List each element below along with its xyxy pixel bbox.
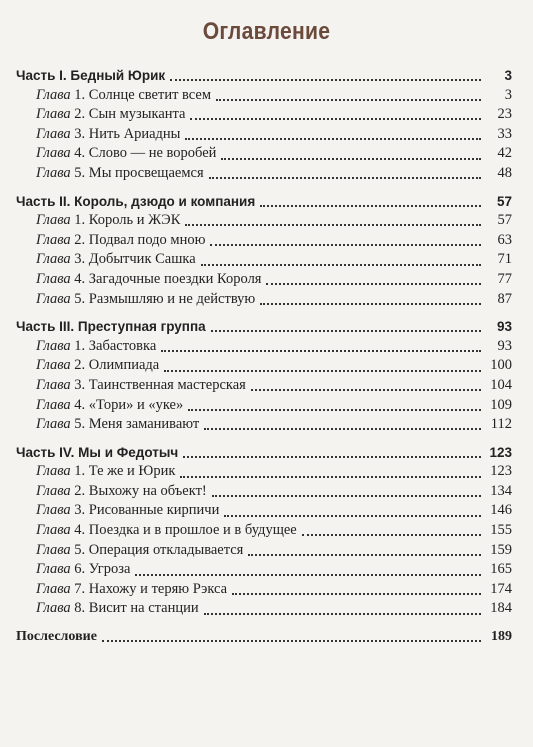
dot-leader — [224, 514, 481, 517]
page-number: 93 — [497, 337, 512, 354]
toc-chapter[interactable] — [16, 462, 512, 482]
chapter-number: 3. — [74, 502, 86, 519]
toc-chapter[interactable] — [16, 599, 512, 619]
toc-afterword[interactable] — [16, 627, 512, 647]
dot-leader — [204, 427, 481, 430]
page-number: 57 — [497, 212, 512, 229]
dot-leader — [232, 592, 481, 595]
chapter-number: 2. — [74, 357, 86, 374]
chapter-word: Глава — [36, 482, 71, 499]
dot-leader — [212, 494, 481, 497]
chapter-title: Угроза — [88, 561, 131, 578]
chapter-number: 7. — [74, 580, 86, 597]
chapter-title: Висит на станции — [88, 600, 199, 617]
dot-leader — [211, 329, 481, 332]
page-number: 87 — [497, 290, 512, 307]
dot-leader — [204, 612, 481, 615]
page-number: 174 — [490, 580, 512, 597]
chapter-number: 3. — [74, 125, 86, 142]
afterword-label: Послесловие — [16, 629, 97, 645]
page-number: 112 — [490, 416, 512, 433]
dot-leader — [209, 176, 481, 179]
page-number: 48 — [497, 164, 512, 181]
chapter-title: Забастовка — [88, 337, 157, 354]
chapter-number: 4. — [74, 270, 86, 287]
page-number: 146 — [490, 502, 512, 519]
dot-leader — [266, 282, 481, 285]
chapter-number: 6. — [74, 561, 86, 578]
chapter-number: 5. — [74, 541, 86, 558]
chapter-title: Подвал подо мною — [88, 231, 206, 248]
chapter-number: 3. — [74, 251, 86, 268]
dot-leader — [188, 408, 481, 411]
page-number: 123 — [490, 463, 512, 480]
page-number: 189 — [491, 629, 512, 645]
part-label: Часть II. Король, дзюдо и компания — [16, 193, 256, 209]
toc-part[interactable] — [16, 317, 512, 337]
chapter-number: 2. — [74, 231, 86, 248]
dot-leader — [216, 98, 481, 101]
toc-part[interactable] — [16, 66, 512, 86]
chapter-number: 4. — [74, 145, 86, 162]
page-number: 57 — [496, 193, 512, 209]
toc-chapter[interactable] — [16, 482, 512, 502]
chapter-number: 1. — [74, 212, 86, 229]
chapter-number: 1. — [74, 86, 86, 103]
chapter-title: Операция откладывается — [88, 541, 244, 558]
chapter-title: Слово — не воробей — [88, 145, 217, 162]
toc-chapter[interactable] — [16, 396, 512, 416]
chapter-word: Глава — [36, 522, 71, 539]
chapter-word: Глава — [36, 600, 71, 617]
page-number: 104 — [490, 376, 512, 393]
chapter-word: Глава — [36, 396, 71, 413]
toc-chapter[interactable] — [16, 105, 512, 125]
chapter-word: Глава — [36, 270, 71, 287]
chapter-word: Глава — [36, 561, 71, 578]
chapter-number: 1. — [74, 337, 86, 354]
page-number: 184 — [490, 600, 512, 617]
chapter-number: 5. — [74, 164, 86, 181]
page-number: 63 — [497, 231, 512, 248]
chapter-title: Мы просвещаемся — [88, 164, 204, 181]
page-number: 3 — [504, 68, 512, 83]
toc-chapter[interactable] — [16, 541, 512, 561]
page-number: 155 — [490, 522, 512, 539]
page-number: 100 — [490, 357, 512, 374]
chapter-title: Размышляю и не действую — [88, 290, 256, 307]
page-number: 3 — [504, 86, 512, 103]
chapter-word: Глава — [36, 145, 71, 162]
page-number: 71 — [497, 251, 512, 268]
toc-chapter[interactable] — [16, 125, 512, 145]
dot-leader — [302, 533, 481, 536]
chapter-number: 1. — [74, 463, 86, 480]
toc-part[interactable] — [16, 192, 512, 212]
page-number: 109 — [490, 396, 512, 413]
chapter-word: Глава — [36, 541, 71, 558]
chapter-word: Глава — [36, 416, 71, 433]
dot-leader — [180, 475, 481, 478]
chapter-word: Глава — [36, 125, 71, 142]
toc-chapter[interactable] — [16, 356, 512, 376]
dot-leader — [164, 369, 481, 372]
dot-leader — [161, 349, 481, 352]
toc-chapter[interactable] — [16, 415, 512, 435]
chapter-number: 2. — [74, 106, 86, 123]
toc-chapter[interactable] — [16, 580, 512, 600]
chapter-title: Король и ЖЭК — [88, 212, 181, 229]
dot-leader — [248, 553, 481, 556]
dot-leader — [210, 243, 481, 246]
chapter-title: Таинственная мастерская — [88, 376, 246, 393]
toc-chapter[interactable] — [16, 86, 512, 106]
dot-leader — [185, 223, 481, 226]
dot-leader — [170, 78, 481, 81]
chapter-number: 8. — [74, 600, 86, 617]
page-number: 123 — [489, 444, 512, 460]
toc-chapter[interactable] — [16, 211, 512, 231]
chapter-word: Глава — [36, 86, 71, 103]
toc-chapter[interactable] — [16, 144, 512, 164]
chapter-title: Загадочные поездки Короля — [88, 270, 262, 287]
toc-chapter[interactable] — [16, 270, 512, 290]
chapter-word: Глава — [36, 290, 71, 307]
chapter-number: 2. — [74, 482, 86, 499]
chapter-title: Нахожу и теряю Рэкса — [88, 580, 228, 597]
toc-part[interactable] — [16, 443, 512, 463]
chapter-word: Глава — [36, 212, 71, 229]
dot-leader — [183, 455, 481, 458]
toc-chapter[interactable] — [16, 231, 512, 251]
chapter-word: Глава — [36, 231, 71, 248]
chapter-word: Глава — [36, 502, 71, 519]
page-number: 134 — [490, 482, 512, 499]
page-number: 93 — [496, 319, 512, 335]
page-number: 33 — [497, 125, 512, 142]
chapter-title: Нить Ариадны — [88, 125, 181, 142]
chapter-title: «Тори» и «уке» — [88, 396, 184, 413]
part-label: Часть I. Бедный Юрик — [16, 68, 166, 83]
chapter-word: Глава — [36, 463, 71, 480]
chapter-word: Глава — [36, 251, 71, 268]
dot-leader — [135, 573, 481, 576]
chapter-word: Глава — [36, 376, 71, 393]
toc-chapter[interactable] — [16, 376, 512, 396]
toc-chapter[interactable] — [16, 250, 512, 270]
chapter-word: Глава — [36, 337, 71, 354]
chapter-number: 4. — [74, 396, 86, 413]
chapter-word: Глава — [36, 580, 71, 597]
chapter-title: Добытчик Сашка — [88, 251, 196, 268]
toc-chapter[interactable] — [16, 560, 512, 580]
part-label: Часть IV. Мы и Федотыч — [16, 444, 179, 460]
dot-leader — [190, 117, 481, 120]
dot-leader — [201, 263, 481, 266]
dot-leader — [260, 302, 481, 305]
page-number: 165 — [490, 561, 512, 578]
page-number: 159 — [490, 541, 512, 558]
chapter-title: Меня заманивают — [88, 416, 200, 433]
toc-chapter[interactable] — [16, 521, 512, 541]
chapter-title: Олимпиада — [88, 357, 160, 374]
toc-chapter[interactable] — [16, 501, 512, 521]
chapter-title: Сын музыканта — [88, 106, 186, 123]
page-number: 42 — [497, 145, 512, 162]
chapter-number: 3. — [74, 376, 86, 393]
toc-chapter[interactable] — [16, 337, 512, 357]
chapter-title: Поездка и в прошлое и в будущее — [88, 522, 297, 539]
page-number: 23 — [497, 106, 512, 123]
part-label: Часть III. Преступная группа — [16, 319, 206, 335]
dot-leader — [102, 639, 481, 642]
chapter-number: 5. — [74, 416, 86, 433]
chapter-title: Выхожу на объект! — [88, 482, 207, 499]
toc-chapter[interactable] — [16, 164, 512, 184]
dot-leader — [221, 157, 481, 160]
table-of-contents — [16, 66, 512, 647]
chapter-title: Те же и Юрик — [88, 463, 176, 480]
chapter-number: 4. — [74, 522, 86, 539]
page-number: 77 — [497, 270, 512, 287]
page-title: Оглавление — [202, 18, 331, 45]
chapter-number: 5. — [74, 290, 86, 307]
chapter-title: Солнце светит всем — [88, 86, 212, 103]
dot-leader — [185, 137, 481, 140]
dot-leader — [251, 388, 481, 391]
chapter-title: Рисованные кирпичи — [88, 502, 220, 519]
chapter-word: Глава — [36, 357, 71, 374]
chapter-word: Глава — [36, 106, 71, 123]
toc-chapter[interactable] — [16, 290, 512, 310]
chapter-word: Глава — [36, 164, 71, 181]
dot-leader — [260, 204, 481, 207]
